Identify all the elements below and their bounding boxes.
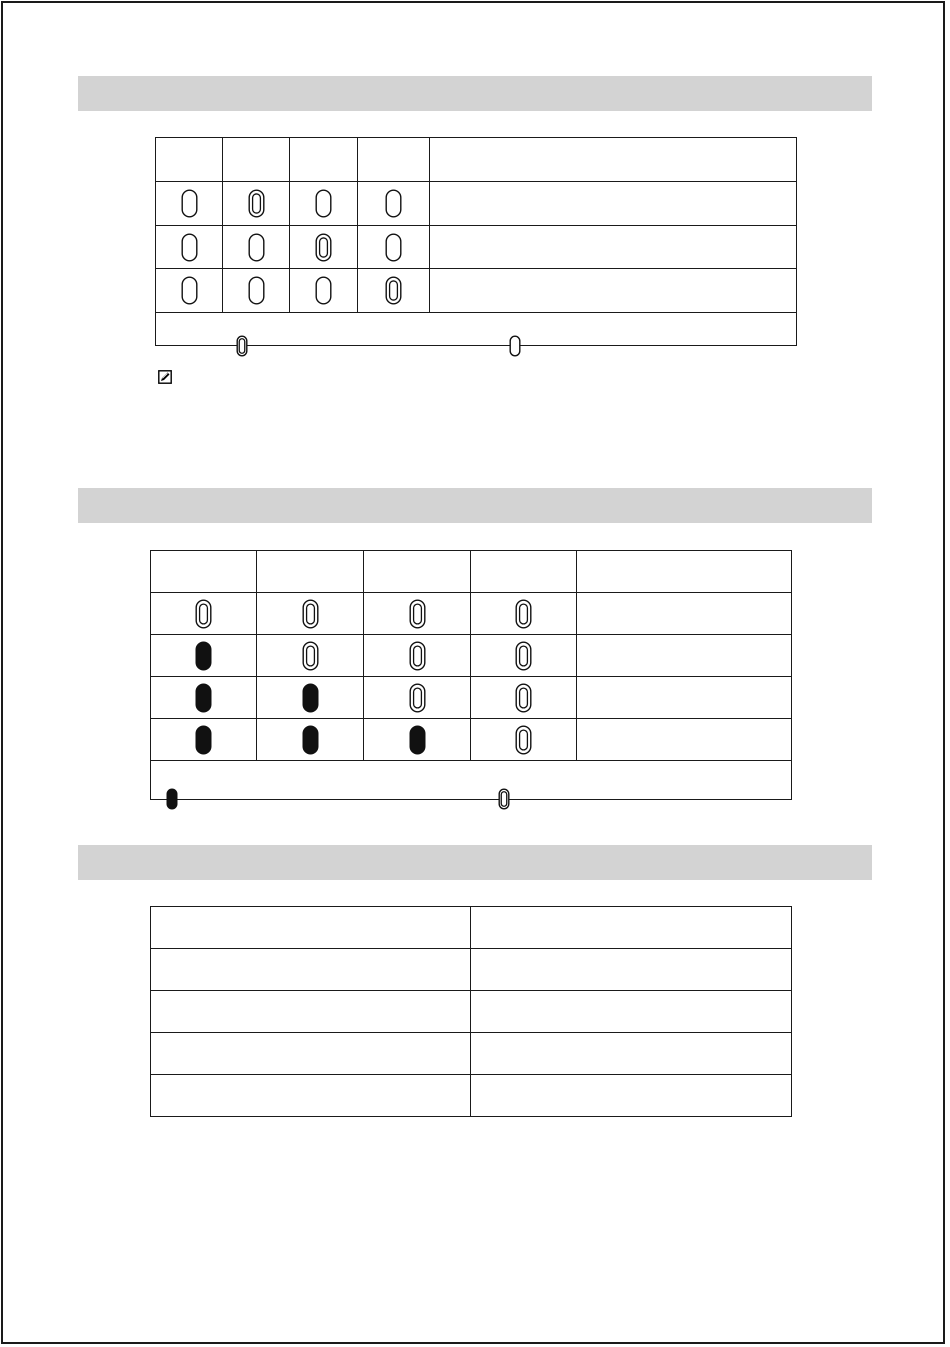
led-solid-icon bbox=[302, 725, 319, 755]
led-off-icon bbox=[385, 233, 402, 262]
indicator-cell bbox=[290, 226, 358, 269]
indicator-cell bbox=[257, 719, 364, 761]
indicator-cell bbox=[358, 182, 430, 226]
indicator-cell bbox=[223, 269, 290, 313]
indicator-cell bbox=[471, 719, 577, 761]
led-off-icon bbox=[315, 276, 332, 305]
legend-row bbox=[151, 761, 792, 800]
header-cell bbox=[257, 551, 364, 593]
indicator-cell bbox=[156, 182, 223, 226]
indicator-cell bbox=[223, 182, 290, 226]
section-header-2 bbox=[78, 488, 872, 523]
led-on-icon bbox=[409, 641, 426, 671]
led-on-icon bbox=[302, 641, 319, 671]
description-cell bbox=[577, 677, 792, 719]
left-cell bbox=[151, 1033, 471, 1075]
table-row bbox=[156, 226, 797, 269]
header-cell bbox=[223, 138, 290, 182]
description-cell bbox=[430, 226, 797, 269]
header-cell bbox=[290, 138, 358, 182]
led-off-icon bbox=[315, 189, 332, 218]
pencil-note-icon bbox=[158, 370, 172, 384]
indicator-cell bbox=[358, 226, 430, 269]
section-header-3 bbox=[78, 845, 872, 880]
header-cell bbox=[151, 551, 257, 593]
right-cell bbox=[471, 991, 792, 1033]
left-cell bbox=[151, 991, 471, 1033]
description-cell bbox=[430, 182, 797, 226]
legend-led-on-icon bbox=[236, 335, 248, 357]
info-table-3 bbox=[150, 906, 792, 1117]
led-off-icon bbox=[181, 189, 198, 218]
header-cell bbox=[364, 551, 471, 593]
led-off-icon bbox=[509, 335, 521, 357]
table-header-row bbox=[156, 138, 797, 182]
led-on-icon bbox=[385, 276, 402, 305]
description-cell bbox=[577, 593, 792, 635]
header-cell bbox=[156, 138, 223, 182]
indicator-cell bbox=[223, 226, 290, 269]
indicator-cell bbox=[151, 677, 257, 719]
led-solid-icon bbox=[195, 683, 212, 713]
table-row bbox=[156, 182, 797, 226]
led-on-icon bbox=[195, 599, 212, 629]
indicator-cell bbox=[364, 719, 471, 761]
indicator-cell bbox=[156, 269, 223, 313]
table-header-row bbox=[151, 551, 792, 593]
table-row bbox=[151, 677, 792, 719]
led-on-icon bbox=[236, 335, 248, 357]
indicator-cell bbox=[364, 593, 471, 635]
table-row bbox=[151, 991, 792, 1033]
led-on-icon bbox=[498, 788, 510, 810]
header-cell bbox=[358, 138, 430, 182]
header-cell bbox=[577, 551, 792, 593]
table-row bbox=[151, 1033, 792, 1075]
right-cell bbox=[471, 1033, 792, 1075]
led-off-icon bbox=[181, 276, 198, 305]
table-row bbox=[151, 949, 792, 991]
led-on-icon bbox=[515, 683, 532, 713]
left-cell bbox=[151, 949, 471, 991]
led-off-icon bbox=[248, 276, 265, 305]
led-off-icon bbox=[248, 233, 265, 262]
led-solid-icon bbox=[409, 725, 426, 755]
indicator-cell bbox=[364, 677, 471, 719]
indicator-cell bbox=[358, 269, 430, 313]
table-row bbox=[151, 907, 792, 949]
indicator-cell bbox=[290, 182, 358, 226]
indicator-cell bbox=[156, 226, 223, 269]
led-on-icon bbox=[315, 233, 332, 262]
led-on-icon bbox=[302, 599, 319, 629]
led-solid-icon bbox=[166, 788, 178, 810]
led-off-icon bbox=[385, 189, 402, 218]
led-on-icon bbox=[515, 641, 532, 671]
table-row bbox=[151, 593, 792, 635]
led-off-icon bbox=[181, 233, 198, 262]
left-cell bbox=[151, 1075, 471, 1117]
led-solid-icon bbox=[195, 725, 212, 755]
table-row bbox=[151, 1075, 792, 1117]
section-header-1 bbox=[78, 76, 872, 111]
indicator-cell bbox=[364, 635, 471, 677]
led-on-icon bbox=[409, 683, 426, 713]
indicator-cell bbox=[151, 719, 257, 761]
header-cell bbox=[471, 551, 577, 593]
indicator-table-1 bbox=[155, 137, 797, 346]
indicator-cell bbox=[471, 635, 577, 677]
indicator-cell bbox=[257, 677, 364, 719]
indicator-cell bbox=[257, 593, 364, 635]
table-row bbox=[151, 719, 792, 761]
description-cell bbox=[577, 719, 792, 761]
led-on-icon bbox=[515, 725, 532, 755]
indicator-cell bbox=[290, 269, 358, 313]
indicator-cell bbox=[471, 677, 577, 719]
description-cell bbox=[577, 635, 792, 677]
left-cell bbox=[151, 907, 471, 949]
led-solid-icon bbox=[302, 683, 319, 713]
legend-cell bbox=[151, 761, 792, 800]
legend-led-solid-icon bbox=[166, 788, 178, 810]
legend-cell bbox=[156, 313, 797, 346]
right-cell bbox=[471, 1075, 792, 1117]
legend-led-on-icon bbox=[498, 788, 510, 810]
description-cell bbox=[430, 269, 797, 313]
led-on-icon bbox=[248, 189, 265, 218]
legend-led-off-icon bbox=[509, 335, 521, 357]
led-on-icon bbox=[515, 599, 532, 629]
led-on-icon bbox=[409, 599, 426, 629]
legend-row bbox=[156, 313, 797, 346]
indicator-cell bbox=[471, 593, 577, 635]
table-row bbox=[151, 635, 792, 677]
indicator-cell bbox=[257, 635, 364, 677]
right-cell bbox=[471, 949, 792, 991]
led-solid-icon bbox=[195, 641, 212, 671]
indicator-cell bbox=[151, 635, 257, 677]
indicator-cell bbox=[151, 593, 257, 635]
right-cell bbox=[471, 907, 792, 949]
table-row bbox=[156, 269, 797, 313]
header-cell bbox=[430, 138, 797, 182]
indicator-table-2 bbox=[150, 550, 792, 800]
